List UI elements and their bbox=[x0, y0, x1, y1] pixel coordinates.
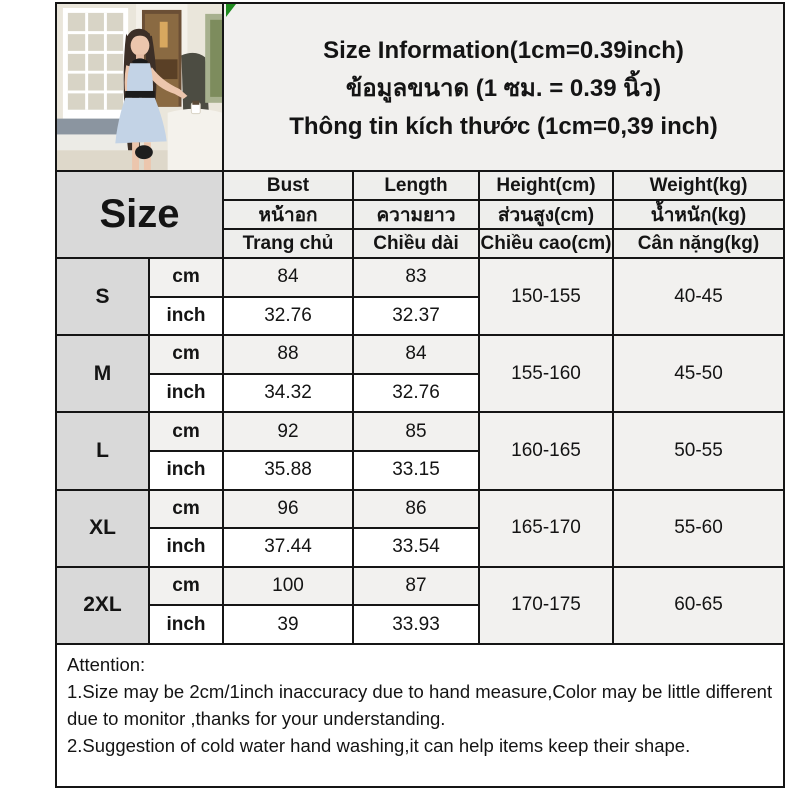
attention-note-1: 1.Size may be 2cm/1inch inaccuracy due to hand measure,Color may be little different due to monitor ,thanks for your understanding. bbox=[67, 680, 773, 729]
size-label-m: M bbox=[57, 336, 150, 413]
header-bust-en: Bust bbox=[224, 172, 354, 201]
title-vietnamese: Thông tin kích thước (1cm=0,39 inch) bbox=[289, 112, 718, 140]
header-weight-th: น้ำหนัก(kg) bbox=[614, 201, 783, 230]
unit-cm: cm bbox=[150, 568, 224, 607]
s-inch-length: 32.37 bbox=[354, 298, 480, 337]
green-corner-marker-icon bbox=[226, 4, 236, 17]
unit-cm: cm bbox=[150, 413, 224, 452]
title-english: Size Information(1cm=0.39inch) bbox=[323, 36, 684, 64]
header-length-en: Length bbox=[354, 172, 480, 201]
2xl-weight: 60-65 bbox=[614, 568, 783, 645]
2xl-inch-bust: 39 bbox=[224, 606, 354, 645]
m-inch-length: 32.76 bbox=[354, 375, 480, 414]
product-photo bbox=[57, 4, 224, 172]
2xl-cm-length: 87 bbox=[354, 568, 480, 607]
header-bust-vi: Trang chủ bbox=[224, 230, 354, 259]
size-label-xl: XL bbox=[57, 491, 150, 568]
s-weight: 40-45 bbox=[614, 259, 783, 336]
header-weight-vi: Cân nặng(kg) bbox=[614, 230, 783, 259]
2xl-height: 170-175 bbox=[480, 568, 614, 645]
header-weight-en: Weight(kg) bbox=[614, 172, 783, 201]
l-cm-bust: 92 bbox=[224, 413, 354, 452]
attention-note-2: 2.Suggestion of cold water hand washing,it can help items keep their shape. bbox=[67, 734, 691, 756]
header-length-th: ความยาว bbox=[354, 201, 480, 230]
s-cm-length: 83 bbox=[354, 259, 480, 298]
unit-inch: inch bbox=[150, 529, 224, 568]
m-inch-bust: 34.32 bbox=[224, 375, 354, 414]
unit-inch: inch bbox=[150, 298, 224, 337]
2xl-inch-length: 33.93 bbox=[354, 606, 480, 645]
unit-cm: cm bbox=[150, 259, 224, 298]
l-height: 160-165 bbox=[480, 413, 614, 490]
unit-cm: cm bbox=[150, 336, 224, 375]
m-cm-bust: 88 bbox=[224, 336, 354, 375]
l-cm-length: 85 bbox=[354, 413, 480, 452]
model-photo-illustration bbox=[57, 4, 222, 170]
unit-inch: inch bbox=[150, 375, 224, 414]
size-label-s: S bbox=[57, 259, 150, 336]
l-weight: 50-55 bbox=[614, 413, 783, 490]
header-length-vi: Chiều dài bbox=[354, 230, 480, 259]
unit-cm: cm bbox=[150, 491, 224, 530]
s-height: 150-155 bbox=[480, 259, 614, 336]
unit-inch: inch bbox=[150, 452, 224, 491]
l-inch-length: 33.15 bbox=[354, 452, 480, 491]
attention-notes bbox=[57, 645, 783, 786]
s-inch-bust: 32.76 bbox=[224, 298, 354, 337]
size-header-cell: Size bbox=[57, 172, 224, 259]
m-cm-length: 84 bbox=[354, 336, 480, 375]
header-height-th: ส่วนสูง(cm) bbox=[480, 201, 614, 230]
size-label-2xl: 2XL bbox=[57, 568, 150, 645]
title-block bbox=[224, 4, 783, 172]
xl-inch-bust: 37.44 bbox=[224, 529, 354, 568]
size-info-sheet bbox=[55, 2, 785, 788]
title-thai: ข้อมูลขนาด (1 ซม. = 0.39 นิ้ว) bbox=[345, 74, 662, 102]
s-cm-bust: 84 bbox=[224, 259, 354, 298]
xl-cm-length: 86 bbox=[354, 491, 480, 530]
xl-height: 165-170 bbox=[480, 491, 614, 568]
xl-inch-length: 33.54 bbox=[354, 529, 480, 568]
table-body bbox=[57, 259, 783, 645]
l-inch-bust: 35.88 bbox=[224, 452, 354, 491]
top-row bbox=[57, 4, 783, 172]
m-weight: 45-50 bbox=[614, 336, 783, 413]
2xl-cm-bust: 100 bbox=[224, 568, 354, 607]
m-height: 155-160 bbox=[480, 336, 614, 413]
header-height-en: Height(cm) bbox=[480, 172, 614, 201]
xl-weight: 55-60 bbox=[614, 491, 783, 568]
header-bust-th: หน้าอก bbox=[224, 201, 354, 230]
attention-heading: Attention: bbox=[67, 653, 146, 675]
unit-inch: inch bbox=[150, 606, 224, 645]
table-header bbox=[57, 172, 783, 259]
size-label-l: L bbox=[57, 413, 150, 490]
header-height-vi: Chiều cao(cm) bbox=[480, 230, 614, 259]
xl-cm-bust: 96 bbox=[224, 491, 354, 530]
